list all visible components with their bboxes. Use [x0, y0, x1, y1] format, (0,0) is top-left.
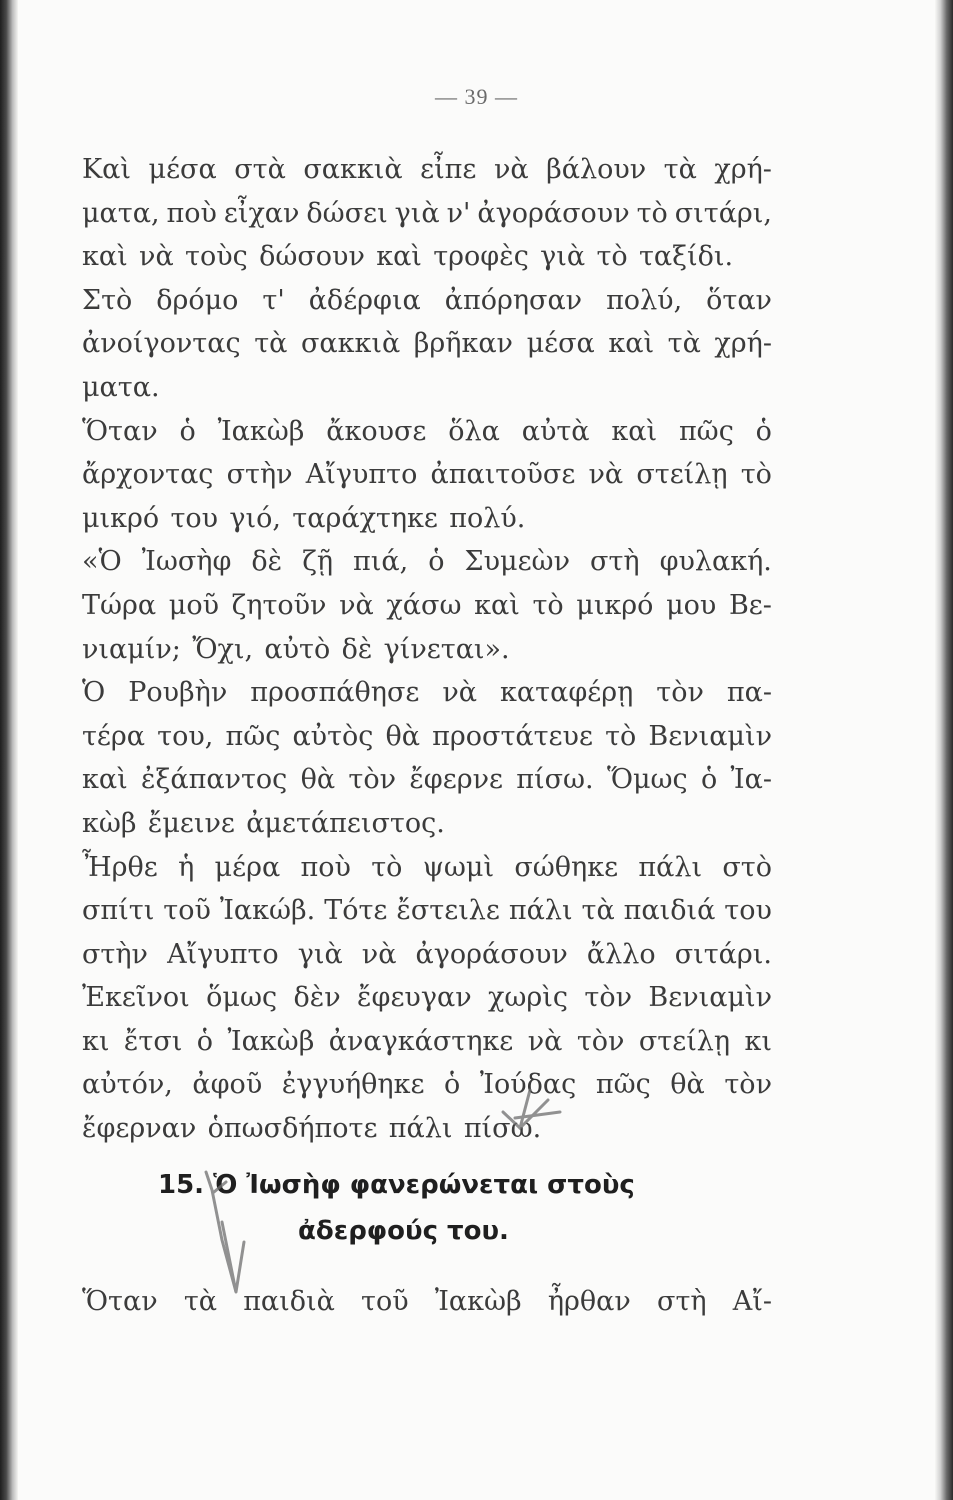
chapter-heading-line-1: 15. Ὁ Ἰωσὴφ φανερώνεται στοὺς — [158, 1170, 635, 1200]
text-line: ἔφερναν ὁπωσδήποτε πάλι πίσω. — [82, 1113, 542, 1145]
text-line: τέρα του, πῶς αὐτὸς θὰ προστάτευε τὸ Βενιαμὶν — [82, 720, 772, 752]
page-right-edge-shadow — [935, 0, 953, 1500]
text-line: «Ὁ Ἰωσὴφ δὲ ζῇ πιά, ὁ Συμεὼν στὴ φυλακή. — [82, 546, 772, 578]
text-line: καὶ ἐξάπαντος θὰ τὸν ἔφερνε πίσω. Ὅμως ὁ Ἰα- — [82, 764, 772, 796]
text-line: Στὸ δρόμο τ' ἀδέρφια ἀπόρησαν πολύ, ὅταν — [82, 284, 772, 316]
body-text — [82, 148, 772, 1151]
text-line: κὼβ ἔμεινε ἀμετάπειστος. — [82, 807, 445, 839]
text-line: καὶ νὰ τοὺς δώσουν καὶ τροφὲς γιὰ τὸ ταξίδι. — [82, 241, 734, 273]
text-line: Ὅταν ὁ Ἰακὼβ ἄκουσε ὅλα αὐτὰ καὶ πῶς ὁ — [82, 415, 772, 447]
text-line: Ἦρθε ἡ μέρα ποὺ τὸ ψωμὶ σώθηκε πάλι στὸ — [82, 851, 772, 883]
text-line: ἀνοίγοντας τὰ σακκιὰ βρῆκαν μέσα καὶ τὰ χρή- — [82, 328, 772, 360]
text-line: κι ἔτσι ὁ Ἰακὼβ ἀναγκάστηκε νὰ τὸν στείλῃ κι — [82, 1025, 772, 1057]
body-text-continuation — [82, 1280, 772, 1324]
text-line: Ἐκεῖνοι ὅμως δὲν ἔφευγαν χωρὶς τὸν Βενιαμὶν — [82, 982, 772, 1014]
text-line: μικρό του γιό, ταράχτηκε πολύ. — [82, 502, 526, 534]
text-line: ματα, ποὺ εἶχαν δώσει γιὰ ν' ἀγοράσουν τὸ σιτάρι, — [82, 197, 772, 229]
text-line: αὐτόν, ἀφοῦ ἐγγυήθηκε ὁ Ἰούδας πῶς θὰ τὸν — [82, 1069, 772, 1101]
text-line: Τώρα μοῦ ζητοῦν νὰ χάσω καὶ τὸ μικρό μου Βε- — [82, 589, 772, 621]
chapter-heading-line-2: ἀδερφούς του. — [298, 1216, 509, 1246]
page-left-edge-shadow — [0, 0, 18, 1500]
text-line: στὴν Αἴγυπτο γιὰ νὰ ἀγοράσουν ἄλλο σιτάρι. — [82, 938, 772, 970]
text-line: Ὁ Ρουβὴν προσπάθησε νὰ καταφέρῃ τὸν πα- — [82, 677, 772, 709]
text-line: νιαμίν; Ὄχι, αὐτὸ δὲ γίνεται». — [82, 633, 510, 665]
text-line: Ὅταν τὰ παιδιὰ τοῦ Ἰακὼβ ἦρθαν στὴ Αἴ- — [82, 1286, 772, 1317]
text-line: σπίτι τοῦ Ἰακώβ. Τότε ἔστειλε πάλι τὰ παιδιά του — [82, 895, 772, 927]
text-line: ματα. — [82, 371, 160, 403]
text-line: ἄρχοντας στὴν Αἴγυπτο ἀπαιτοῦσε νὰ στείλῃ τὸ — [82, 459, 772, 491]
page-number: — 39 — — [435, 84, 518, 109]
text-line: Καὶ μέσα στὰ σακκιὰ εἶπε νὰ βάλουν τὰ χρή- — [82, 154, 772, 185]
